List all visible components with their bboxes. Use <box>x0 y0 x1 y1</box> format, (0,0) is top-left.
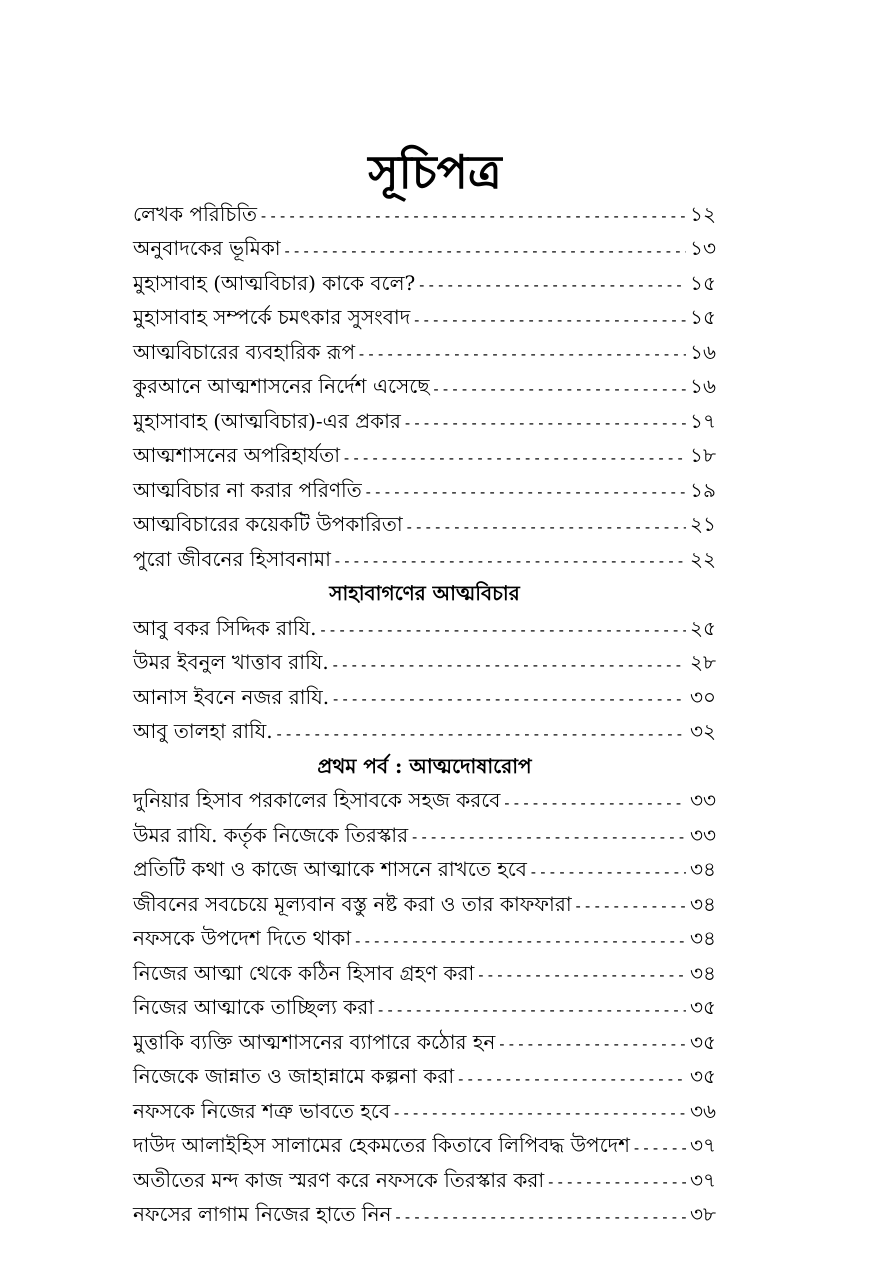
toc-entry-page: ১৬ <box>690 339 716 364</box>
toc-entry <box>133 1165 716 1200</box>
toc-entry-title: নিজেকে জান্নাত ও জাহান্নামে কল্পনা করা <box>133 1064 455 1089</box>
toc-entry-page: ১৩ <box>690 236 716 261</box>
toc-leader <box>403 414 686 432</box>
toc-entry <box>133 199 716 234</box>
toc-entry-title: দাউদ আলাইহিস সালামের হেকমতের কিতাবে লিপিবদ্ধ উপদেশ <box>133 1133 630 1158</box>
toc-entry-page: ২২ <box>689 546 716 571</box>
toc-entry-title: উমর ইবনুল খাত্তাব রাযি. <box>133 650 329 675</box>
toc-entry-page: ৩৪ <box>690 926 716 951</box>
toc-entry <box>133 717 716 752</box>
toc-entry-page: ৩৪ <box>690 891 716 916</box>
toc-entry-title: পুরো জীবনের হিসাবনামা <box>133 546 331 571</box>
toc-entry-title: লেখক পরিচিতি <box>133 201 258 226</box>
toc-leader <box>574 897 686 915</box>
toc-entry <box>133 1131 716 1166</box>
toc-entry <box>133 510 716 545</box>
toc-entry-title: কুরআনে আত্মশাসনের নির্দেশ এসেছে <box>133 374 430 399</box>
toc-leader <box>331 690 686 708</box>
toc-entry <box>133 924 716 959</box>
toc-leader <box>319 621 686 639</box>
toc-entry-title: মুহাসাবাহ সম্পর্কে চমৎকার সুসংবাদ <box>133 305 411 330</box>
toc-entry-page: ৩৪ <box>690 857 716 882</box>
toc-entry-page: ৩২ <box>689 719 716 744</box>
toc-leader <box>410 828 686 846</box>
toc-leader <box>632 1139 686 1157</box>
toc-entry-page: ৩৩ <box>689 822 716 847</box>
toc-entry-title: মুহাসাবাহ (আত্মবিচার)-এর প্রকার <box>133 408 401 433</box>
toc-entry <box>133 855 716 890</box>
toc-entry <box>133 820 716 855</box>
toc-entry <box>133 682 716 717</box>
toc-leader <box>376 1001 686 1019</box>
toc-entry-title: আত্মশাসনের অপরিহার্যতা <box>133 443 341 468</box>
toc-entry-title: আত্মবিচারের ব্যবহারিক রূপ <box>133 339 356 364</box>
toc-entry <box>133 993 716 1028</box>
toc-entry-title: নিজের আত্মাকে তাচ্ছিল্য করা <box>133 995 375 1020</box>
toc-entry-page: ১৬ <box>690 374 716 399</box>
toc-entry <box>133 1096 716 1131</box>
toc-entry <box>133 406 716 441</box>
toc-entry <box>133 337 716 372</box>
toc-leader <box>431 380 686 398</box>
toc-entry <box>133 1027 716 1062</box>
toc-entry-page: ১৫ <box>690 270 716 295</box>
toc-leader <box>342 449 686 467</box>
toc-leader <box>283 242 686 260</box>
toc-entry-page: ৩৪ <box>690 960 716 985</box>
toc-entry-title: নিজের আত্মা থেকে কঠিন হিসাব গ্রহণ করা <box>133 960 475 985</box>
toc-leader <box>275 725 686 743</box>
toc-leader <box>546 1173 686 1191</box>
toc-entry-page: ১৭ <box>690 408 716 433</box>
toc-leader <box>331 656 686 674</box>
toc-entry-title: প্রতিটি কথা ও কাজে আত্মাকে শাসনে রাখতে হবে <box>133 857 527 882</box>
section-heading: সাহাবাগণের আত্মবিচার <box>329 581 520 606</box>
toc-leader <box>392 1104 686 1122</box>
section-heading: প্রথম পর্ব : আত্মদোষারোপ <box>317 753 532 778</box>
toc-entry-page: ১৮ <box>690 443 716 468</box>
toc-entry <box>133 234 716 269</box>
toc-entry-page: ৩৭ <box>689 1133 716 1158</box>
toc-entry-page: ৩৩ <box>689 788 716 813</box>
toc-entry <box>133 786 716 821</box>
toc-entry-page: ২১ <box>690 512 716 537</box>
toc-entry <box>133 544 716 579</box>
toc-entry-title: জীবনের সবচেয়ে মূল্যবান বস্তু নষ্ট করা ও তার কাফফারা <box>133 891 572 916</box>
toc-entry <box>133 441 716 476</box>
toc-entry <box>133 1062 716 1097</box>
toc-leader <box>364 483 686 501</box>
toc-leader <box>529 863 686 881</box>
toc-entry <box>133 648 716 683</box>
toc-entry <box>133 268 716 303</box>
toc-leader <box>405 518 686 536</box>
toc-leader <box>417 276 686 294</box>
toc-entry <box>133 475 716 510</box>
page-title: সূচিপত্র <box>368 145 502 199</box>
toc-entry-page: ৩০ <box>689 684 716 709</box>
toc-entry-title: আত্মবিচারের কয়েকটি উপকারিতা <box>133 512 403 537</box>
toc-entry-title: মুত্তাকি ব্যক্তি আত্মশাসনের ব্যাপারে কঠোর হন <box>133 1029 496 1054</box>
toc-entry-title: নফসের লাগাম নিজের হাতে নিন <box>133 1202 392 1227</box>
toc-leader <box>394 1208 687 1226</box>
toc-entry-title: মুহাসাবাহ (আত্মবিচার) কাকে বলে? <box>133 270 416 295</box>
toc-leader <box>412 311 686 329</box>
toc-entry-page: ১৯ <box>690 477 716 502</box>
toc-leader <box>476 966 686 984</box>
toc-entry <box>133 958 716 993</box>
toc-entry-title: উমর রাযি. কর্তৃক নিজেকে তিরস্কার <box>133 822 409 847</box>
toc-leader <box>353 932 686 950</box>
toc-entry-page: ৩৮ <box>690 1202 716 1227</box>
toc-entry-page: ২৮ <box>690 650 716 675</box>
toc-entry-title: অতীতের মন্দ কাজ স্মরণ করে নফসকে তিরস্কার করা <box>133 1167 545 1192</box>
toc-leader <box>357 345 686 363</box>
toc-entry-title: নফসকে উপদেশ দিতে থাকা <box>133 926 352 951</box>
toc-leader <box>333 552 686 570</box>
toc-entry-page: ১২ <box>690 201 716 226</box>
toc-entry-title: নফসকে নিজের শত্রু ভাবতে হবে <box>133 1098 391 1123</box>
toc-leader <box>502 794 686 812</box>
toc-entry-title: অনুবাদকের ভূমিকা <box>133 236 281 261</box>
toc-entry-title: আনাস ইবনে নজর রাযি. <box>133 684 330 709</box>
toc-leader <box>259 207 686 225</box>
toc-entry <box>133 372 716 407</box>
toc-entry-page: ৩৬ <box>689 1098 716 1123</box>
toc-leader <box>497 1035 686 1053</box>
toc-entry <box>133 889 716 924</box>
toc-leader <box>456 1070 686 1088</box>
toc-entry-title: আত্মবিচার না করার পরিণতি <box>133 477 362 502</box>
toc-entry <box>133 1200 716 1235</box>
toc-entry-title: আবু তালহা রাযি. <box>133 719 273 744</box>
table-of-contents <box>133 199 716 1234</box>
toc-entry-page: ৩৫ <box>690 1064 716 1089</box>
toc-entry-title: দুনিয়ার হিসাব পরকালের হিসাবকে সহজ করবে <box>133 788 501 813</box>
toc-entry-title: আবু বকর সিদ্দিক রাযি. <box>133 615 317 640</box>
toc-entry-page: ৩৫ <box>690 995 716 1020</box>
toc-entry-page: ৩৭ <box>689 1167 716 1192</box>
toc-entry-page: ১৫ <box>690 305 716 330</box>
toc-entry <box>133 613 716 648</box>
toc-entry-page: ২৫ <box>690 615 716 640</box>
toc-entry-page: ৩৫ <box>690 1029 716 1054</box>
toc-entry <box>133 303 716 338</box>
